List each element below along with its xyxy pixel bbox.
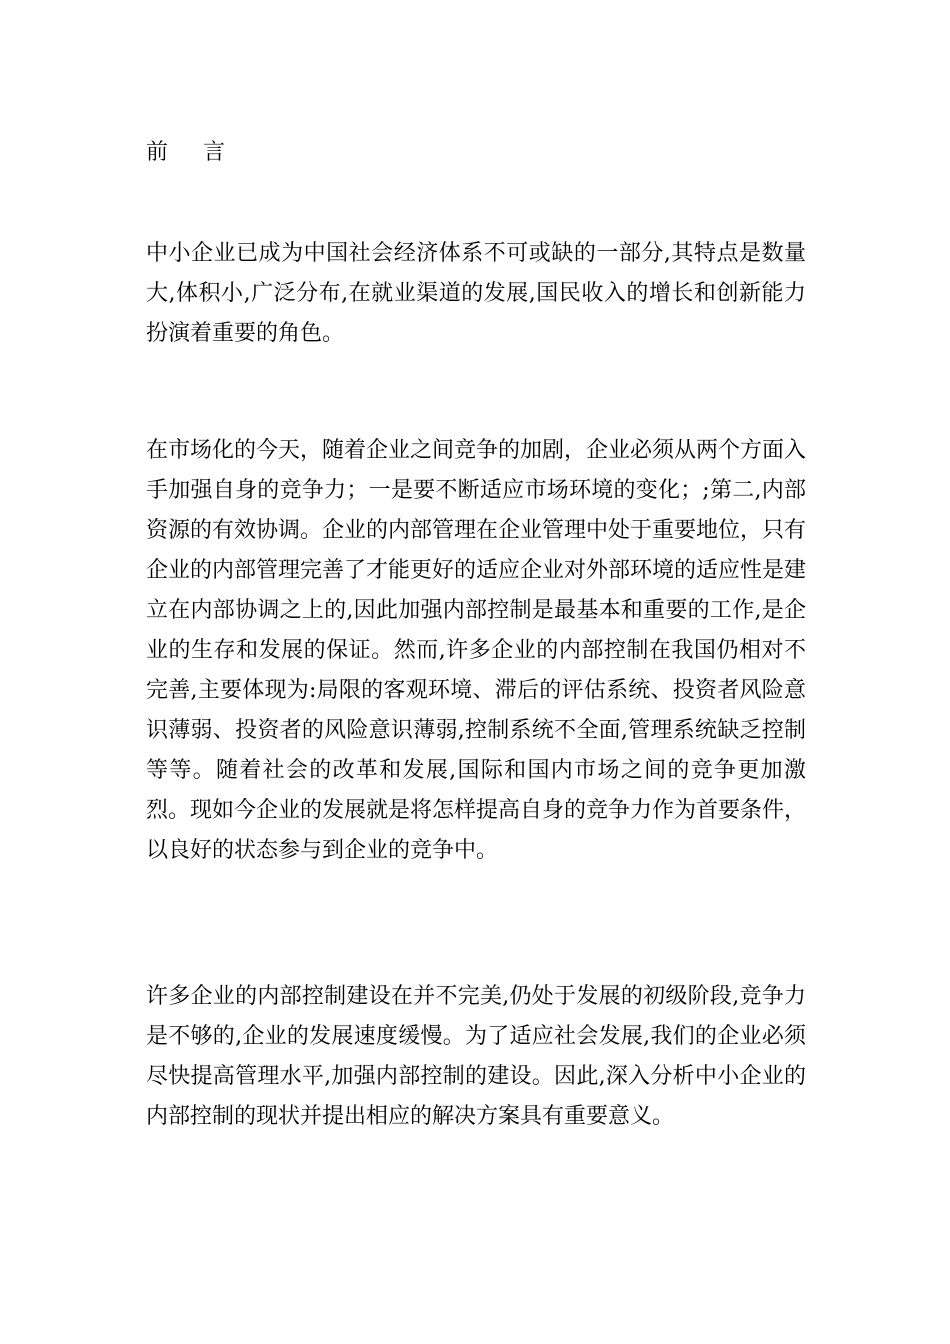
paragraph-internal-control: 许多企业的内部控制建设在并不完美,仍处于发展的初级阶段,竞争力是不够的,企业的发展速度缓慢。为了适应社会发展,我们的企业必须尽快提高管理水平,加强内部控制的建设。因此,深入分析中小企业的内部控制的现状并提出相应的解决方案具有重要意义。 [146, 984, 806, 1129]
document-heading: 前 言 [146, 140, 239, 165]
paragraph-intro: 中小企业已成为中国社会经济体系不可或缺的一部分,其特点是数量大,体积小,广泛分布,在就业渠道的发展,国民收入的增长和创新能力扮演着重要的角色。 [146, 241, 806, 346]
paragraph-market-competition: 在市场化的今天，随着企业之间竞争的加剧，企业必须从两个方面入手加强自身的竞争力；一是要不断适应市场环境的变化；;第二,内部资源的有效协调。企业的内部管理在企业管理中处于重要地位，只有企业的内部管理完善了才能更好的适应企业对外部环境的适应性是建立在内部协调之上的,因此加强内部控制是最基本和重要的工作,是企业的生存和发展的保证。然而,许多企业的内部控制在我国仍相对不完善,主要体现为:局限的客观环境、滞后的评估系统、投资者风险意识薄弱、投资者的风险意识薄弱,控制系统不全面,管理系统缺乏控制等等。随着社会的改革和发展,国际和国内市场之间的竞争更加激烈。现如今企业的发展就是将怎样提高自身的竞争力作为首要条件，以良好的状态参与到企业的竞争中。 [146, 438, 807, 863]
